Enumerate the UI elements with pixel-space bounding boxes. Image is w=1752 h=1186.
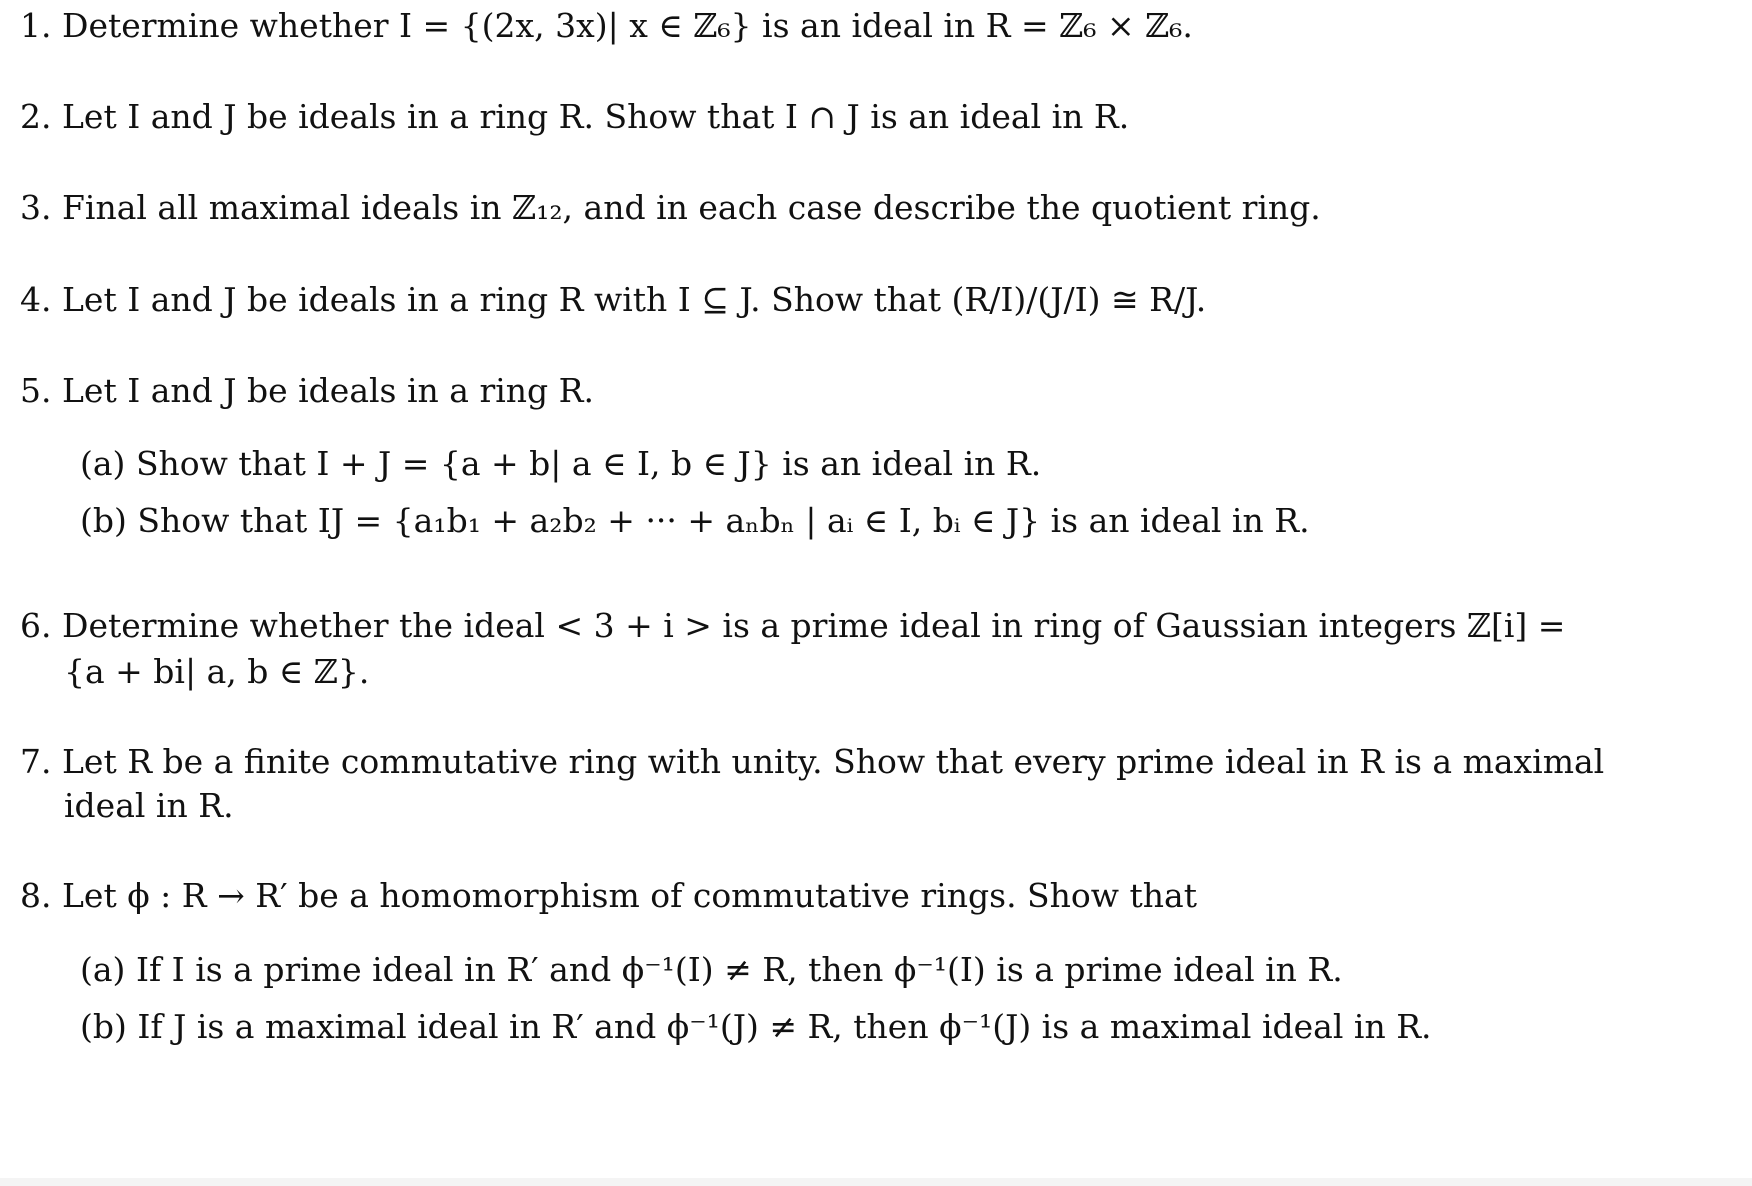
part-text: If I is a prime ideal in R′ and ϕ⁻¹(I) ≠ R, then ϕ⁻¹(I) is a prime ideal in R. <box>135 950 1343 989</box>
problem-text: Let R be a finite commutative ring with unity. Show that every prime ideal in R is a maximal <box>62 742 1605 781</box>
part-text: If J is a maximal ideal in R′ and ϕ⁻¹(J) ≠ R, then ϕ⁻¹(J) is a maximal ideal in R. <box>137 1007 1432 1046</box>
part-text: Show that IJ = {a₁b₁ + a₂b₂ + ··· + aₙbₙ | aᵢ ∈ I, bᵢ ∈ J} is an ideal in R. <box>137 501 1310 540</box>
problem-6-continued <box>64 652 369 692</box>
problem-8 <box>20 876 1197 916</box>
problem-4 <box>20 280 1206 320</box>
problem-5a <box>80 444 1041 484</box>
part-label: (a) <box>80 444 126 483</box>
problem-number: 3. <box>20 188 52 227</box>
part-text: Show that I + J = {a + b| a ∈ I, b ∈ J} is an ideal in R. <box>135 444 1042 483</box>
problem-number: 5. <box>20 371 52 410</box>
problem-number: 2. <box>20 97 52 136</box>
problem-text-continued: {a + bi| a, b ∈ ℤ}. <box>64 652 370 691</box>
problem-number: 1. <box>20 6 52 45</box>
problem-text: Let I and J be ideals in a ring R with I ⊆ J. Show that (R/I)/(J/I) ≅ R/J. <box>62 280 1207 319</box>
problem-text: Determine whether I = {(2x, 3x)| x ∈ ℤ₆} is an ideal in R = ℤ₆ × ℤ₆. <box>62 6 1193 45</box>
problem-8a <box>80 950 1343 990</box>
problem-text: Final all maximal ideals in ℤ₁₂, and in each case describe the quotient ring. <box>62 188 1321 227</box>
problem-7 <box>20 742 1604 782</box>
problem-7-continued <box>64 786 234 826</box>
problem-2 <box>20 97 1129 137</box>
problem-text: Let ϕ : R → R′ be a homomorphism of commutative rings. Show that <box>62 876 1197 915</box>
problem-number: 8. <box>20 876 52 915</box>
part-label: (b) <box>80 501 127 540</box>
problem-1 <box>20 6 1193 46</box>
problem-8b <box>80 1007 1432 1047</box>
part-label: (b) <box>80 1007 127 1046</box>
problem-5b <box>80 501 1310 541</box>
problem-text-continued: ideal in R. <box>64 786 234 825</box>
part-label: (a) <box>80 950 126 989</box>
problem-number: 7. <box>20 742 52 781</box>
problem-3 <box>20 188 1321 228</box>
problem-6 <box>20 606 1565 646</box>
problem-text: Let I and J be ideals in a ring R. Show that I ∩ J is an ideal in R. <box>62 97 1130 136</box>
problem-5 <box>20 371 594 411</box>
problem-number: 6. <box>20 606 52 645</box>
bottom-edge-strip <box>0 1178 1752 1186</box>
problem-text: Determine whether the ideal < 3 + i > is a prime ideal in ring of Gaussian integers ℤ[i] = <box>62 606 1566 645</box>
problem-number: 4. <box>20 280 52 319</box>
problem-text: Let I and J be ideals in a ring R. <box>62 371 594 410</box>
